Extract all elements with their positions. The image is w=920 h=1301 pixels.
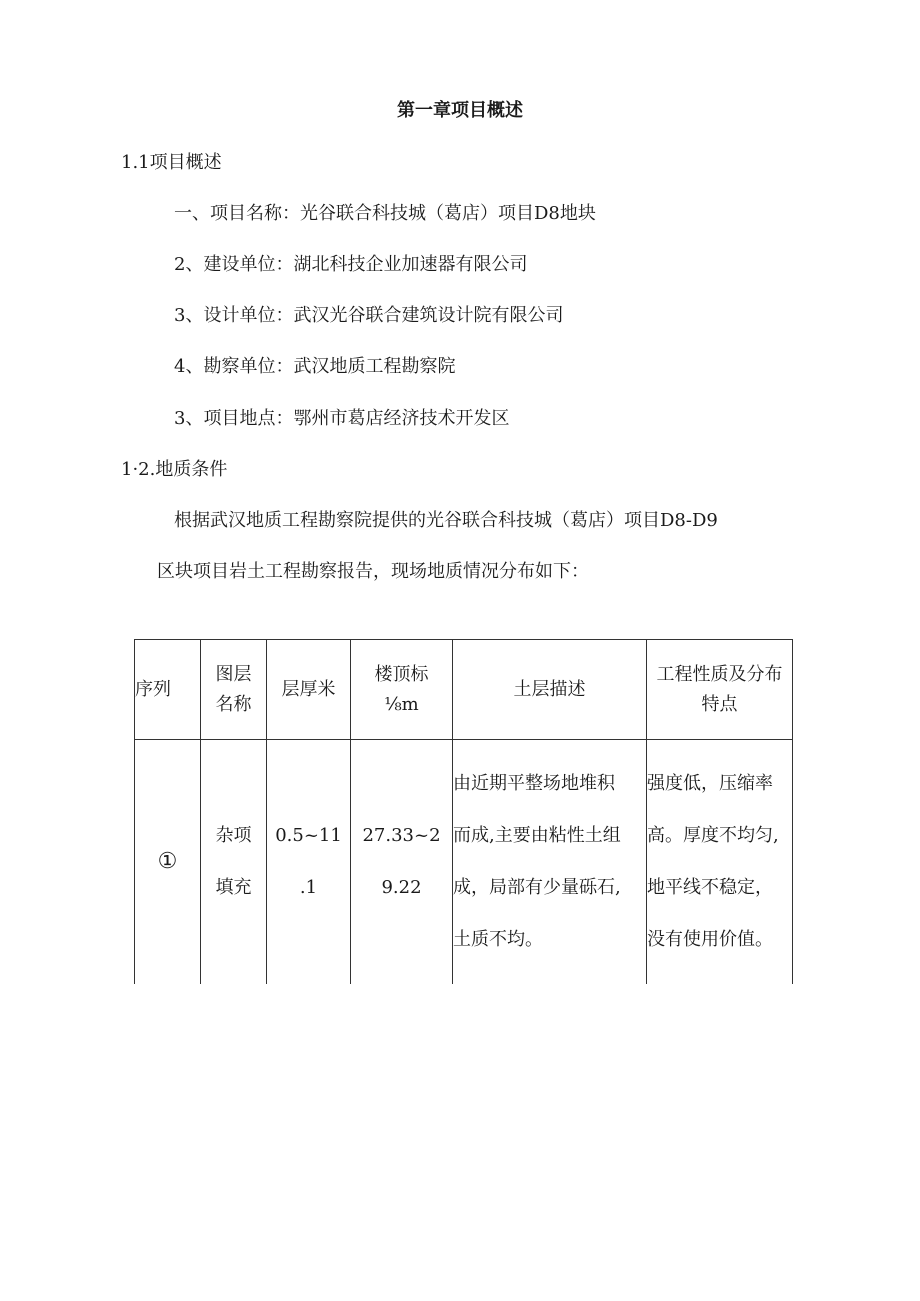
row-description: [453, 740, 647, 984]
section-heading-geology: 1·2.地质条件: [121, 459, 228, 480]
item-project-location: 3、项目地点：鄂州市葛店经济技术开发区: [174, 408, 510, 429]
table-row: [135, 740, 793, 984]
section-heading-overview: 1.1项目概述: [121, 152, 222, 173]
row-layer-name-line1: 杂项: [215, 824, 252, 846]
header-layer-name-line2: 名称: [215, 693, 252, 715]
header-elevation-line1: 楼顶标: [374, 663, 429, 685]
item-design-unit: 3、设计单位：武汉光谷联合建筑设计院有限公司: [174, 305, 564, 326]
header-properties-line2: 特点: [701, 693, 738, 715]
geology-table: [134, 639, 793, 984]
geology-paragraph-line1: 根据武汉地质工程勘察院提供的光谷联合科技城（葛店）项目D8-D9: [174, 510, 718, 531]
row-seq: ①: [135, 740, 201, 984]
header-layer-name-line1: 图层: [215, 663, 252, 685]
header-seq: 序列: [135, 640, 201, 740]
row-elevation-line2: 9.22: [381, 876, 422, 898]
row-description-line1: 由近期平整场地堆积: [453, 772, 615, 794]
row-properties-line4: 没有使用价值。: [647, 928, 773, 950]
row-layer-name-line2: 填充: [215, 876, 252, 898]
header-elevation: [351, 640, 453, 740]
row-properties-line1: 强度低，压缩率: [647, 772, 773, 794]
row-elevation: [351, 740, 453, 984]
header-properties: [647, 640, 793, 740]
row-thickness-line2: .1: [299, 876, 318, 898]
row-properties-line2: 高。厚度不均匀,: [647, 824, 779, 846]
row-thickness: [267, 740, 351, 984]
table-header-row: [135, 640, 793, 740]
header-properties-line1: 工程性质及分布: [656, 663, 783, 685]
row-properties: [647, 740, 793, 984]
row-description-line4: 土质不均。: [453, 928, 543, 950]
geology-paragraph-line2: 区块项目岩土工程勘察报告，现场地质情况分布如下：: [157, 561, 589, 582]
header-elevation-line2: ⅛m: [384, 693, 419, 715]
page-title: 第一章项目概述: [397, 100, 523, 121]
header-layer-name: [201, 640, 267, 740]
item-survey-unit: 4、勘察单位：武汉地质工程勘察院: [174, 356, 456, 377]
header-description: 土层描述: [453, 640, 647, 740]
row-description-line3: 成，局部有少量砾石,: [453, 876, 621, 898]
row-thickness-line1: 0.5~11: [275, 824, 342, 846]
row-properties-line3: 地平线不稳定，: [647, 876, 773, 898]
header-thickness: 层厚米: [267, 640, 351, 740]
item-project-name: 一、项目名称：光谷联合科技城（葛店）项目D8地块: [174, 203, 596, 224]
item-construction-unit: 2、建设单位：湖北科技企业加速器有限公司: [174, 254, 528, 275]
row-description-line2: 而成,主要由粘性土组: [453, 824, 621, 846]
row-layer-name: [201, 740, 267, 984]
row-elevation-line1: 27.33~2: [362, 824, 441, 846]
